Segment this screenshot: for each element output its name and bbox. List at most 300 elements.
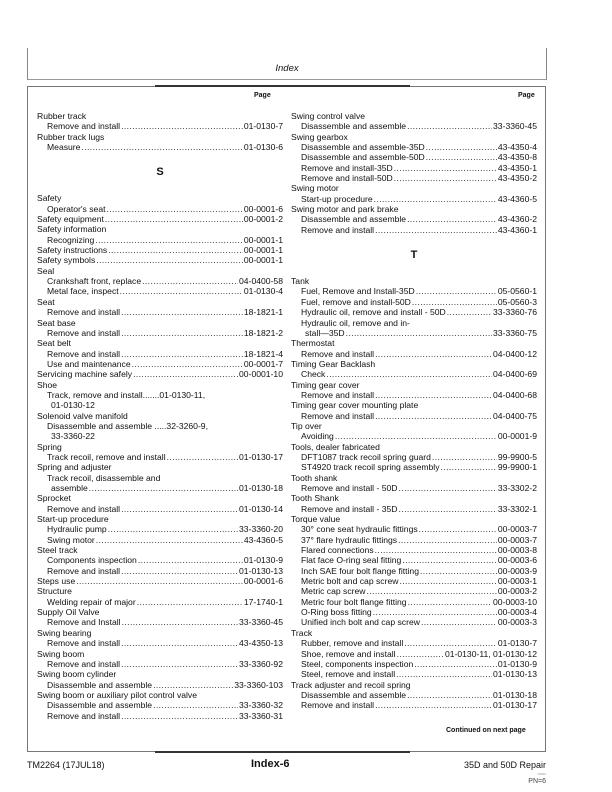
index-entry — [291, 338, 537, 348]
index-entry — [37, 576, 283, 586]
entry-text: Welding repair of major — [47, 596, 136, 607]
page-reference: 01-0130-7 — [243, 121, 283, 132]
dot-leader — [396, 669, 492, 679]
entry-text: Remove and install-35D — [301, 162, 393, 173]
index-subentry — [291, 307, 537, 317]
dot-leader — [375, 545, 497, 555]
dot-leader — [366, 586, 496, 596]
index-subentry — [37, 680, 283, 690]
entry-text: Disassemble and assemble — [301, 214, 407, 225]
entry-text: Remove and install — [47, 565, 121, 576]
entry-text: Remove and install — [301, 224, 375, 235]
dot-leader — [121, 659, 238, 669]
entry-text: Supply Oil Valve — [37, 607, 100, 618]
dot-leader — [96, 255, 243, 265]
index-subentry — [291, 297, 537, 307]
index-subentry — [37, 431, 283, 441]
entry-text: Safety equipment — [37, 214, 104, 225]
entry-text: Seat base — [37, 317, 76, 328]
page-reference: 00-0001-10 — [239, 369, 283, 380]
page-reference: 00-0003-1 — [497, 576, 537, 587]
entry-text: Remove and install — [301, 389, 375, 400]
index-entry — [37, 462, 283, 472]
dot-leader — [132, 359, 243, 369]
entry-text: Remove and install - 35D — [301, 503, 398, 514]
entry-text: Track adjuster and recoil spring — [291, 679, 411, 690]
index-subentry — [291, 163, 537, 173]
dot-leader — [121, 566, 238, 576]
dot-leader — [416, 286, 497, 296]
index-subentry — [37, 566, 283, 576]
entry-text: Safety information — [37, 224, 107, 235]
index-entry — [291, 183, 537, 193]
page-reference: 18-1821-2 — [243, 327, 283, 338]
page-reference: 99-9900-5 — [497, 451, 537, 462]
dot-leader — [407, 214, 497, 224]
dot-leader — [108, 245, 243, 255]
entry-text: Timing gear cover — [291, 379, 360, 390]
entry-text: Fuel, remove and install-50D — [301, 296, 411, 307]
dot-leader — [108, 524, 238, 534]
index-subentry — [291, 369, 537, 379]
page-reference: 43-4360-2 — [497, 214, 537, 225]
entry-text: Disassemble and assemble-35D — [301, 142, 425, 153]
dot-leader — [421, 617, 497, 627]
index-subentry — [291, 690, 537, 700]
dot-leader — [137, 597, 243, 607]
page-reference: 05-0560-3 — [497, 296, 537, 307]
index-subentry — [37, 400, 283, 410]
page-reference: 00-0003-6 — [497, 555, 537, 566]
index-column-right — [291, 111, 537, 711]
index-entry — [291, 421, 537, 431]
dot-leader — [420, 566, 497, 576]
entry-text: Rubber track lugs — [37, 131, 105, 142]
page-reference: 00-0003-8 — [497, 545, 537, 556]
dot-leader — [412, 297, 497, 307]
index-subentry — [291, 152, 537, 162]
index-subentry — [37, 700, 283, 710]
page-reference: 43-4360-5 — [243, 534, 283, 545]
page-reference: 43-4360-1 — [497, 224, 537, 235]
dot-leader — [105, 214, 243, 224]
entry-text: Seal — [37, 265, 55, 276]
dot-leader — [441, 462, 497, 472]
index-entry — [291, 276, 537, 286]
entry-text: Remove and install-50D — [301, 173, 393, 184]
entry-text: Swing motor — [291, 183, 339, 194]
index-entry — [291, 132, 537, 142]
index-subentry — [291, 390, 537, 400]
page-reference: 04-0400-75 — [493, 410, 537, 421]
entry-text: Structure — [37, 586, 72, 597]
page-column-label: Page — [254, 92, 271, 99]
index-subentry — [291, 669, 537, 679]
page-reference: 00-0001-1 — [243, 234, 283, 245]
entry-text: Tooth Shank — [291, 493, 339, 504]
page-reference: 00-0003-9 — [497, 565, 537, 576]
dot-leader — [375, 349, 492, 359]
page-reference: 00-0001-9 — [497, 431, 537, 442]
page-reference: 17-1740-1 — [243, 596, 283, 607]
page-reference: 33-3360-76 — [493, 307, 537, 318]
entry-text: Remove and install — [47, 638, 121, 649]
page-reference: 43-4350-8 — [497, 152, 537, 163]
entry-text: Avoiding — [301, 431, 334, 442]
index-entry — [37, 132, 283, 142]
page-reference: 43-4350-4 — [497, 142, 537, 153]
page-reference: 00-0003-7 — [497, 534, 537, 545]
page-reference: 43-4350-1 — [497, 162, 537, 173]
dot-leader — [96, 535, 243, 545]
dot-leader — [394, 173, 497, 183]
entry-text: Seat belt — [37, 338, 71, 349]
page-reference: 01-0130-17 — [493, 700, 537, 711]
entry-text: Unified inch bolt and cap screw — [301, 617, 420, 628]
dot-leader — [121, 711, 238, 721]
index-subentry — [37, 524, 283, 534]
page-reference: 01-0130-11, 01-0130-12 — [444, 648, 537, 659]
dot-leader — [121, 349, 243, 359]
page-reference: 33-3302-1 — [497, 503, 537, 514]
index-entry — [37, 586, 283, 596]
entry-text: Disassemble and assemble — [47, 700, 153, 711]
entry-text: Check — [301, 369, 326, 380]
page-reference: 01-0130-14 — [239, 503, 283, 514]
dot-leader — [398, 535, 497, 545]
index-subentry — [291, 555, 537, 565]
index-entry — [37, 628, 283, 638]
index-subentry — [37, 421, 283, 431]
page-reference: 01-0130-17 — [239, 451, 283, 462]
entry-text: Shoe, remove and install — [301, 648, 396, 659]
dot-leader — [397, 649, 444, 659]
index-subentry — [291, 431, 537, 441]
entry-text: Steel, components inspection — [301, 658, 414, 669]
dot-leader — [121, 638, 238, 648]
index-subentry — [291, 328, 537, 338]
index-entry — [291, 359, 537, 369]
page-reference: 01-0130-18 — [239, 483, 283, 493]
dot-leader — [373, 607, 497, 617]
entry-text: Hydraulic pump — [47, 524, 107, 535]
index-subentry — [291, 576, 537, 586]
dot-leader — [133, 369, 238, 379]
entry-text: Remove and install - 50D — [301, 483, 398, 493]
dot-leader — [407, 690, 492, 700]
index-subentry — [291, 607, 537, 617]
letter-heading: S — [156, 166, 164, 179]
entry-text: Remove and install — [47, 658, 121, 669]
entry-text: Shoe — [37, 379, 58, 390]
index-subentry — [291, 504, 537, 514]
entry-text: Disassemble and assemble — [301, 689, 407, 700]
entry-text: Track recoil, disassemble and — [47, 472, 161, 483]
divider — [155, 85, 410, 87]
dot-leader — [120, 286, 243, 296]
entry-text: Track recoil, remove and install — [47, 451, 166, 462]
dot-leader — [375, 390, 492, 400]
dot-leader — [138, 555, 243, 565]
index-entry — [291, 493, 537, 503]
dot-leader — [335, 431, 497, 441]
index-subentry — [37, 555, 283, 565]
index-subentry — [37, 328, 283, 338]
index-subentry — [291, 214, 537, 224]
index-entry — [37, 318, 283, 328]
dot-leader — [432, 452, 497, 462]
index-subentry — [37, 349, 283, 359]
index-entry — [291, 380, 537, 390]
index-entry — [37, 266, 283, 276]
footer-code: OMR8 — [537, 772, 546, 776]
letter-heading: T — [410, 249, 418, 262]
index-subentry — [291, 617, 537, 627]
entry-text: Seat — [37, 296, 55, 307]
page-reference: 04-0400-68 — [493, 389, 537, 400]
dot-leader — [375, 411, 492, 421]
index-entry — [291, 442, 537, 452]
entry-text: 37° flare hydraulic fittings — [301, 534, 398, 545]
entry-text: Safety symbols — [37, 255, 96, 266]
entry-text: Start-up procedure — [301, 193, 373, 204]
index-entry — [291, 400, 537, 410]
dot-leader — [426, 152, 497, 162]
entry-text: Swing gearbox — [291, 131, 348, 142]
entry-text: Tank — [291, 276, 310, 287]
index-subentry — [291, 638, 537, 648]
index-subentry — [291, 535, 537, 545]
index-subentry — [291, 659, 537, 669]
dot-leader — [419, 524, 497, 534]
index-subentry — [291, 586, 537, 596]
page-reference: 33-3360-31 — [239, 710, 283, 721]
dot-leader — [153, 680, 233, 690]
index-entry — [291, 514, 537, 524]
dot-leader — [121, 121, 243, 131]
index-subentry — [37, 276, 283, 286]
index-entry — [291, 111, 537, 121]
dot-leader — [375, 225, 497, 235]
index-subentry — [291, 173, 537, 183]
index-subentry — [291, 524, 537, 534]
dot-leader — [399, 483, 497, 493]
entry-text: DFT1087 track recoil spring guard — [301, 451, 431, 462]
dot-leader — [121, 504, 238, 514]
page-reference: 00-0003-7 — [497, 524, 537, 535]
page-reference: 33-3360-20 — [239, 524, 283, 535]
entry-text: Remove and Install — [47, 617, 121, 628]
index-subentry — [37, 235, 283, 245]
dot-leader — [153, 700, 238, 710]
index-subentry — [37, 359, 283, 369]
entry-text: Metric four bolt flange fitting — [301, 596, 407, 607]
entry-text: Swing boom cylinder — [37, 669, 117, 680]
dot-leader — [121, 307, 243, 317]
dot-leader — [394, 163, 497, 173]
entry-text: Remove and install — [47, 710, 121, 721]
entry-text: stall—35D — [305, 327, 345, 338]
entry-text: Rubber, remove and install — [301, 638, 404, 649]
entry-text: Disassemble and assemble — [301, 121, 407, 132]
page-reference: 33-3360-103 — [234, 679, 283, 690]
index-subentry — [291, 225, 537, 235]
entry-text: Metric cap screw — [301, 586, 366, 597]
page-reference: 01-0130-18 — [493, 689, 537, 700]
page-reference: 01-0130-9 — [497, 658, 537, 669]
entry-text: O-Ring boss fitting — [301, 607, 372, 618]
index-subentry — [291, 649, 537, 659]
dot-leader — [399, 576, 496, 586]
page-reference: 01-0130-9 — [243, 555, 283, 566]
page-reference: 05-0560-1 — [497, 286, 537, 297]
entry-text: Components inspection — [47, 555, 137, 566]
entry-text: Metric bolt and cap screw — [301, 576, 399, 587]
entry-text: Inch SAE four bolt flange fitting — [301, 565, 419, 576]
page-reference: 00-0001-2 — [243, 214, 283, 225]
entry-text: Use and maintenance — [47, 358, 131, 369]
entry-text: 30° cone seat hydraulic fittings — [301, 524, 418, 535]
page-reference: 00-0001-1 — [243, 245, 283, 256]
index-subentry — [291, 411, 537, 421]
entry-text: Start-up procedure — [37, 514, 109, 525]
page-reference: 33-3360-32 — [239, 700, 283, 711]
dot-leader — [402, 555, 497, 565]
index-subentry — [291, 452, 537, 462]
page-reference: 18-1821-1 — [243, 307, 283, 318]
index-entry — [37, 607, 283, 617]
entry-text: Swing control valve — [291, 111, 366, 121]
entry-text: Operator's seat — [47, 203, 106, 214]
index-subentry — [291, 483, 537, 493]
dot-leader — [167, 452, 238, 462]
index-entry — [37, 255, 283, 265]
dot-leader — [326, 369, 492, 379]
page-reference: 43-4360-5 — [497, 193, 537, 204]
entry-text: Torque value — [291, 514, 341, 525]
running-header — [27, 48, 547, 80]
entry-text: Steps use — [37, 576, 76, 587]
entry-text: Tip over — [291, 420, 322, 431]
index-entry — [291, 628, 537, 638]
dot-leader — [346, 328, 492, 338]
index-subentry — [37, 390, 283, 400]
index-subentry — [37, 121, 283, 131]
index-subentry — [291, 349, 537, 359]
index-subentry — [291, 318, 537, 328]
divider — [155, 751, 410, 753]
index-subentry — [291, 597, 537, 607]
dot-leader — [426, 142, 497, 152]
page-reference: 01-0130-13 — [493, 669, 537, 680]
entry-text: Swing boom or auxiliary pilot control valve — [37, 689, 198, 700]
entry-text: Steel, remove and install — [301, 669, 396, 680]
dot-leader — [408, 597, 492, 607]
index-subentry — [37, 597, 283, 607]
index-entry — [37, 214, 283, 224]
page-reference: 01-0130-7 — [497, 638, 537, 649]
entry-text: Flat face O-ring seal fitting — [301, 555, 402, 566]
entry-text: Remove and install — [301, 348, 375, 359]
index-subentry — [37, 286, 283, 296]
index-subentry — [291, 700, 537, 710]
index-entry — [37, 297, 283, 307]
dot-leader — [89, 483, 238, 493]
dot-leader — [81, 142, 242, 152]
index-entry — [37, 111, 283, 121]
index-entry — [37, 669, 283, 679]
entry-text: Remove and install — [47, 503, 121, 514]
entry-text: Sprocket — [37, 493, 71, 504]
page-reference: 00-0003-3 — [497, 617, 537, 628]
index-entry — [291, 204, 537, 214]
page-reference: 00-0001-6 — [243, 203, 283, 214]
footer-pn: PN=6 — [528, 778, 546, 785]
dot-leader — [106, 204, 242, 214]
index-entry — [37, 224, 283, 234]
entry-text: Disassemble and assemble — [47, 679, 153, 690]
entry-text: Fuel, Remove and Install-35D — [301, 286, 415, 297]
index-subentry — [37, 307, 283, 317]
entry-text: Remove and install — [47, 327, 121, 338]
index-entry — [37, 514, 283, 524]
entry-text: Metal face, inspect — [47, 286, 119, 297]
index-subentry — [37, 535, 283, 545]
index-subentry — [291, 462, 537, 472]
dot-leader — [122, 617, 238, 627]
entry-text: Spring and adjuster — [37, 462, 112, 473]
index-subentry — [291, 545, 537, 555]
entry-text: Swing motor — [47, 534, 95, 545]
entry-text: Steel track — [37, 545, 78, 556]
continued-note: Continued on next page — [446, 727, 526, 734]
footer-page-number: Index-6 — [251, 758, 290, 770]
page-reference: 33-3360-92 — [239, 658, 283, 669]
entry-text: Tooth shank — [291, 472, 338, 483]
index-entry — [37, 411, 283, 421]
entry-text: Swing boom — [37, 648, 85, 659]
entry-text: Thermostat — [291, 338, 335, 349]
entry-text: Disassemble and assemble .....32-3260-9, — [47, 420, 208, 431]
dot-leader — [407, 121, 492, 131]
entry-text: Timing Gear Backlash — [291, 358, 376, 369]
index-entry — [37, 493, 283, 503]
header-title: Index — [275, 63, 299, 74]
entry-text: Remove and install — [301, 700, 375, 711]
index-subentry — [291, 121, 537, 131]
page-reference: 33-3360-45 — [493, 121, 537, 132]
dot-leader — [375, 700, 492, 710]
page-reference: 01-0130-4 — [243, 286, 283, 297]
entry-text: Spring — [37, 441, 62, 452]
entry-text: Solenoid valve manifold — [37, 410, 128, 421]
entry-text: Recognizing — [47, 234, 95, 245]
dot-leader — [414, 659, 497, 669]
page-reference: 00-0001-7 — [243, 358, 283, 369]
index-subentry — [37, 452, 283, 462]
entry-text: Crankshaft front, replace — [47, 276, 142, 287]
page-reference: 33-3360-45 — [239, 617, 283, 628]
entry-text: Track — [291, 627, 313, 638]
entry-text: Remove and install — [47, 121, 121, 132]
index-entry — [291, 473, 537, 483]
page-reference: 33-3360-75 — [493, 327, 537, 338]
page-reference: 01-0130-6 — [243, 142, 283, 153]
index-subentry — [37, 638, 283, 648]
index-subentry — [37, 473, 283, 483]
entry-text: Remove and install — [47, 307, 121, 318]
entry-text: Safety instructions — [37, 245, 108, 256]
